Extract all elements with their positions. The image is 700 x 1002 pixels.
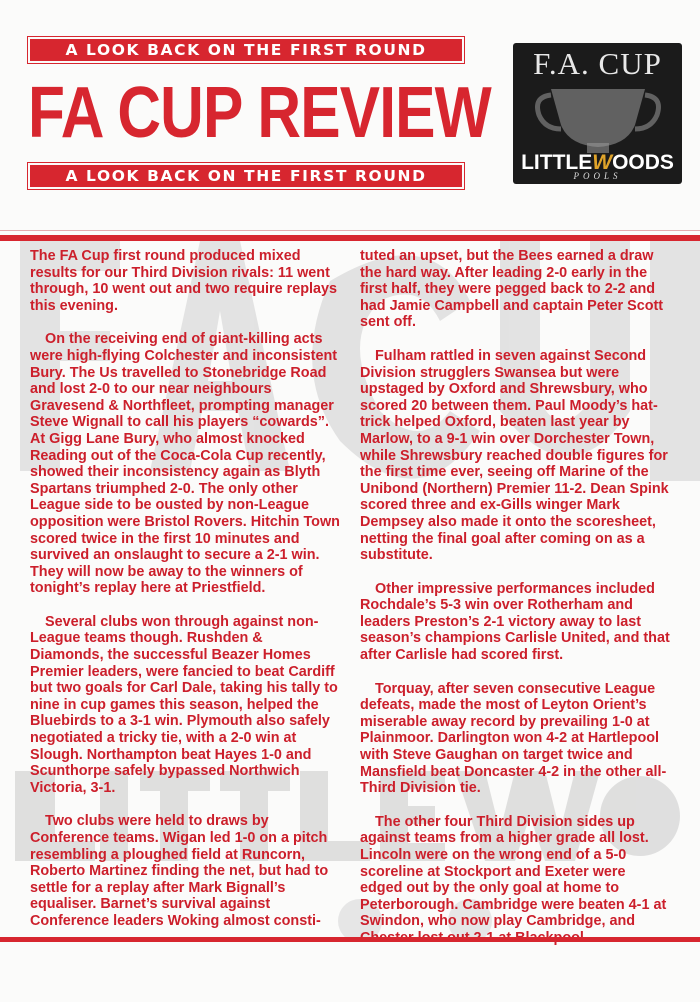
page-title: FA CUP REVIEW	[28, 73, 491, 153]
logo-fa-cup-text: F.A. CUP	[533, 46, 662, 81]
article-paragraph: Torquay, after seven consecutive League defeats, made the most of Leyton Orient’s miserable away record by prevailing 1-0 at Plainmoor. Darlington won 4-2 at Hartlepool with Steve Gaughan on target twice and Mansfield beat Doncaster 4-2 in the other all-Third Division tie.	[360, 680, 667, 797]
article-paragraph: The FA Cup first round produced mixed results for our Third Division rivals: 11 went through, 10 went out and two require replays this evening.	[30, 248, 338, 314]
logo-brand-prefix: LITTLE	[521, 151, 593, 174]
article-paragraph: Fulham rattled in seven against Second Division strugglers Swansea but were upstaged by Oxford and Shrewsbury, who scored 20 between them. Paul Moody’s hat-trick helped Oxford, beaten last year by Marlow, to a 9-1 win over Dorchester Town, while Shrewsbury reached double figures for the first time ever, seeing off Marine of the Unibond (Northern) Premier 11-2. Dean Spink scored three and ex-Gills winger Mark Dempsey also made it onto the scoresheet, netting the final goal after coming on as a substitute.	[360, 347, 669, 564]
logo-brand-w: W	[592, 151, 613, 174]
article-paragraph: The other four Third Division sides up against teams from a higher grade all lost. Lincoln were on the wrong end of a 5-0 scoreline at Stockport and Exeter were edged out by the only goal at home to Peterborough. Cambridge were beaten 4-1 at Swindon, who now play Cambridge, and	[360, 813, 667, 930]
littlewoods-fa-cup-logo	[513, 43, 682, 184]
trophy-icon	[531, 85, 665, 157]
article-paragraph: Several clubs won through against non-League teams though. Rushden & Diamonds, the successful Beazer Homes Premier leaders, were fancied to beat Cardiff but two goals for Carl Dale, taking his tally to nine in cup games this season, helped the Bluebirds to a 3-1 win. Plymouth also safely negotiated a tricky tie, with a 2-0 win at Slough. Northampton beat Hayes 1-0 and Scunthorpe safely bypassed Northwich Victoria, 3-1.	[30, 613, 338, 796]
logo-brand-suffix: OODS	[612, 151, 674, 174]
article-column-left	[30, 248, 340, 947]
divider-thin	[0, 230, 700, 231]
article-paragraph: Other impressive performances included Rochdale’s 5-3 win over Rotherham and leaders Preston’s 2-1 victory away to last season’s champions Carlisle United, and that after Carlisle had scored first.	[360, 580, 670, 664]
banner-top: A LOOK BACK ON THE FIRST ROUND	[30, 39, 462, 61]
article-paragraph: On the receiving end of giant-killing acts were high-flying Colchester and inconsistent Bury. The Us travelled to Stonebridge Road and lost 2-0 to our near neighbours Gravesend & Northfleet, prompting manager Steve Wignall to call his players “cowards”. At Gigg Lane Bury, who almost knocked Reading out of the Coca-Cola Cup recently, showed their inconsistency again as Blyth Spartans triumphed 2-0. The only other League side to be ousted by non-League opposition were Bristol Rovers. Hitchin Town scored twice in the first 10 minutes and survived an onslaught to secure a 2-1 win. They will now be away to the winners of tonight’s replay here at Priestfield.	[30, 331, 340, 597]
banner-bottom: A LOOK BACK ON THE FIRST ROUND	[30, 165, 462, 187]
divider-bottom	[0, 937, 700, 942]
logo-pools-text: POOLS	[573, 171, 622, 181]
article-paragraph: Two clubs were held to draws by Conference teams. Wigan led 1-0 on a pitch resembling a ploughed field at Runcorn, Roberto Martinez finding the net, but had to settle for a replay after Mark Bignall’s equaliser. Barnet’s survival against Conference leaders Woking almost consti-	[30, 813, 329, 929]
article-paragraph: tuted an upset, but the Bees earned a draw the hard way. After leading 2-0 early in the first half, they were pegged back to 2-2 and had Jamie Campbell and captain Peter Scott sent off.	[360, 248, 664, 331]
article-column-right	[360, 248, 670, 964]
